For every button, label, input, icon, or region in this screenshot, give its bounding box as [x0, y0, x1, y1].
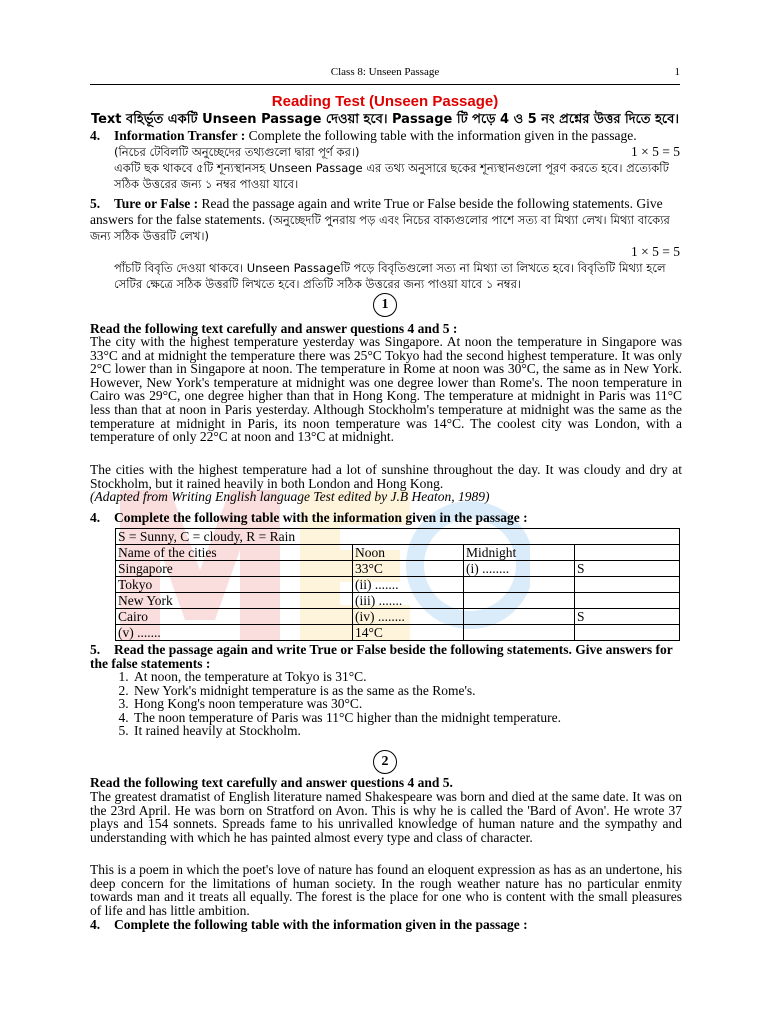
table-cell: (iv) ........: [353, 609, 464, 625]
table-row: [116, 577, 680, 593]
running-title: Class 8: Unseen Passage: [330, 66, 440, 78]
table-row: [116, 625, 680, 641]
page-subtitle: Text বহির্ভূত একটি Unseen Passage দেওয়া হবে। Passage টি পড়ে 4 ও 5 নং প্রশ্নের উত্তর দিতে হবে।: [90, 112, 680, 127]
passage2-body-2: This is a poem in which the poet's love of nature has found an eloquent expression as has as an undertone, his deep concern for the limitations of human society. In the rough weather nature has no particular enmity towards man and it treats all equally. The forest is the place for one who is content with the small pleasures of life and has little ambition.: [90, 862, 682, 918]
instruction-heading: Information Transfer :: [114, 128, 246, 143]
table-cell: 33°C: [353, 561, 464, 577]
passage2-q4: 4. Complete the following table with the information given in the passage :: [90, 917, 528, 932]
information-table: [115, 528, 680, 641]
table-cell: 14°C: [353, 625, 464, 641]
instruction-information-transfer: 4. Information Transfer : Complete the following table with the information given in the passage. (নিচের টেবিলটি অনুচ্ছেদের তথ্যগুলো দ্বারা পূর্ণ কর।) 1 × 5 = 5 একটি ছক থাকবে ৫টি শূন্যস্থানসহ Unseen Passage এর তথ্য অনুসারে ছকের শূন্যস্থানগুলো পূরণ করতে হবে। প্রত্যেকটি সঠিক উত্তরের জন্য ১ নম্বর পাওয়া যাবে।: [90, 128, 680, 191]
table-header-cell: Name of the cities: [116, 545, 353, 561]
table-cell: [464, 577, 575, 593]
passage1-q4: 4. Complete the following table with the information given in the passage :: [90, 510, 528, 525]
table-cell: [464, 609, 575, 625]
running-header: [90, 66, 680, 82]
header-rule: [90, 84, 680, 85]
passage2-body: The greatest dramatist of English literature named Shakespeare was born and died at the same date. It was on the 23rd April. He was born on Stratford on Avon. This is why he is called the 'Bard of Avon'. He wrote 37 plays and 154 sonnets. Spreads fame to his unrivalled knowledge of human nature and the sympathy and understanding with which he has painted almost every type and class of character.: [90, 789, 682, 845]
list-item: 1. At noon, the temperature at Tokyo is 31°C.: [132, 670, 722, 684]
passage1-body-2: The cities with the highest temperature had a lot of sunshine throughout the day. It was cloudy and dry at Stockholm, but it rained heavily in both London and Hong Kong.: [90, 462, 682, 491]
passage1-heading: Read the following text carefully and answer questions 4 and 5 :: [90, 321, 458, 336]
list-item: 5. It rained heavily at Stockholm.: [132, 724, 722, 738]
marks: 1 × 5 = 5: [631, 144, 680, 159]
table-cell: [575, 577, 680, 593]
list-item: 4. The noon temperature of Paris was 11°C higher than the midnight temperature.: [132, 711, 722, 725]
table-cell: S: [575, 609, 680, 625]
table-cell: Singapore: [116, 561, 353, 577]
table-row: [116, 561, 680, 577]
table-cell: (ii) .......: [353, 577, 464, 593]
instruction-text: Read the passage again and write True or False beside the following statements. Give answers for the false statements.: [90, 196, 663, 227]
table-legend-row: [116, 529, 680, 545]
passage-number-marker: 2: [373, 750, 397, 774]
passage-number-marker: 1: [373, 293, 397, 317]
table-header-cell: Noon: [353, 545, 464, 561]
table-cell: (i) ........: [464, 561, 575, 577]
table-cell: (iii) .......: [353, 593, 464, 609]
marks: 1 × 5 = 5: [631, 244, 680, 259]
table-cell: [464, 625, 575, 641]
instruction-text: Complete the following table with the information given in the passage.: [248, 128, 637, 143]
page-number: 1: [674, 66, 680, 78]
table-cell: [464, 593, 575, 609]
passage1-body: The city with the highest temperature yesterday was Singapore. At noon the temperature in Singapore was 33°C and at midnight the temperature there was 25°C Tokyo had the second highest temperature. It was only 2°C lower than in Singapore at noon. The temperature in Rome at noon was 30°C, the same as in New York. However, New York's temperature at midnight was one degree lower than Rome's. The noon temperature in Cairo was 29°C, one degree higher than that in Hong Kong. The temperature at midnight in Paris was 11°C less than that at noon in Paris yesterday. Although Stockholm's temperature at midnight was the same as the temperature at midnight in Paris, its noon temperature was 14°C. The coolest city was London, with a temperature of only 22°C at noon and 13°C at midnight.: [90, 334, 682, 445]
true-false-statements: [90, 670, 722, 738]
table-cell: New York: [116, 593, 353, 609]
table-cell: Cairo: [116, 609, 353, 625]
table-cell: S: [575, 561, 680, 577]
table-cell: (v) .......: [116, 625, 353, 641]
table-legend: S = Sunny, C = cloudy, R = Rain: [116, 529, 680, 545]
instruction-true-false: 5. Ture or False : Read the passage again and write True or False beside the following statements. Give answers for the false statements. (অনুচ্ছেদটি পুনরায় পড় এবং নিচের বাক্যগুলোর পাশে সত্য বা মিথ্যা লেখ। মিথ্যা বাক্যের জন্য সঠিক উত্তরটি লেখ।) 1 × 5 = 5 পাঁচটি বিবৃতি দেওয়া থাকবে। Unseen Passageটি পড়ে বিবৃতিগুলো সত্য না মিথ্যা তা লিখতে হবে। বিবৃতিটি মিথ্যা হলে সেটির ক্ষেত্রে সঠিক উত্তরটি লিখতে হবে। প্রতিটি সঠিক উত্তরের জন্য পাওয়া যাবে ১ নম্বর।: [90, 196, 680, 291]
table-header-cell: [575, 545, 680, 561]
table-header-cell: Midnight: [464, 545, 575, 561]
passage2-heading: Read the following text carefully and answer questions 4 and 5.: [90, 775, 453, 790]
passage1-source: (Adapted from Writing English language Test edited by J.B Heaton, 1989): [90, 489, 490, 504]
table-header-row: [116, 545, 680, 561]
table-row: [116, 593, 680, 609]
table-cell: [575, 625, 680, 641]
table-row: [116, 609, 680, 625]
instruction-heading: Ture or False :: [114, 196, 199, 211]
table-cell: Tokyo: [116, 577, 353, 593]
passage1-q5: 5. Read the passage again and write True or False beside the following statements. Give answers for the false statements :: [90, 642, 673, 671]
list-item: 3. Hong Kong's noon temperature was 30°C.: [132, 697, 722, 711]
table-cell: [575, 593, 680, 609]
list-item: 2. New York's midnight temperature is as the same as the Rome's.: [132, 684, 722, 698]
page-title: Reading Test (Unseen Passage): [271, 93, 499, 110]
